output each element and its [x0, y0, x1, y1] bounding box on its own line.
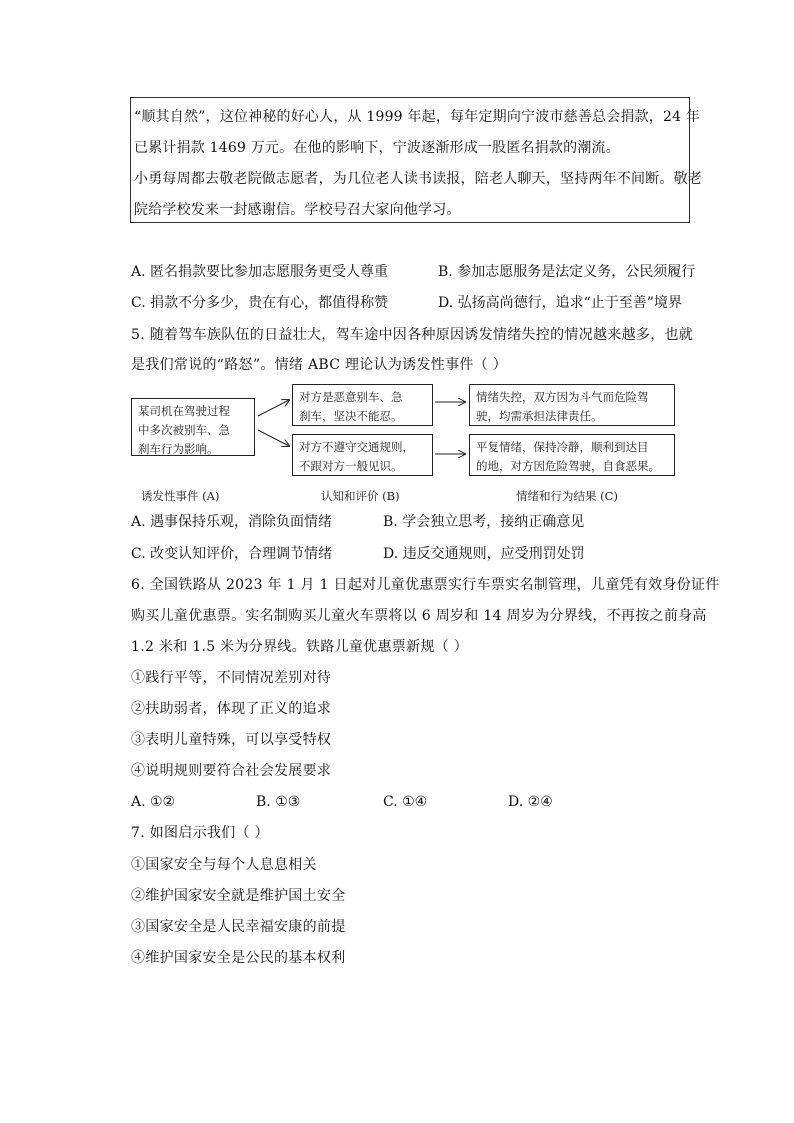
- q6-option-a: A. ①②: [131, 794, 176, 810]
- result-line: 情绪失控，双方因为斗气而危险驾: [476, 390, 649, 404]
- material-line: 小勇每周都去敬老院做志愿者，为几位老人读书读报，陪老人聊天，坚持两年不间断。敬老: [134, 171, 702, 187]
- q6-stem-line: 购买儿童优惠票。实名制购买儿童火车票将以 6 周岁和 14 周岁为分界线，不再按之前身高: [131, 608, 707, 624]
- q7-item: ②维护国家安全就是维护国土安全: [131, 888, 346, 904]
- material-line: 院给学校发来一封感谢信。学校号召大家向他学习。: [134, 202, 461, 218]
- q5-stem-line: 是我们常说的“路怒”。情绪 ABC 理论认为诱发性事件（ ）: [131, 357, 508, 373]
- result-line: 驶，均需承担法律责任。: [476, 409, 603, 423]
- cognition-box-2: [292, 434, 433, 476]
- event-line: 刹车行为影响。: [138, 442, 219, 456]
- cognition-line: 对方是恶意别车、急: [299, 390, 403, 404]
- q5-option-b: B. 学会独立思考，接纳正确意见: [383, 514, 585, 530]
- q4-option-b: B. 参加志愿服务是法定义务，公民须履行: [438, 264, 696, 280]
- q6-item: ①践行平等，不同情况差别对待: [131, 670, 332, 686]
- cognition-line: 对方不遵守交通规则，: [299, 440, 414, 454]
- abc-theory-diagram: [131, 382, 679, 506]
- q5-option-c: C. 改变认知评价，合理调节情绪: [131, 546, 333, 562]
- q4-option-a: A. 匿名捐款要比参加志愿服务更受人尊重: [131, 264, 389, 280]
- q5-stem-line: 5. 随着驾车族队伍的日益壮大，驾车途中因各种原因诱发情绪失控的情况越来越多，也就: [131, 327, 694, 343]
- q6-item: ②扶助弱者，体现了正义的追求: [131, 701, 332, 717]
- cognition-box-1: [292, 384, 433, 426]
- label-b: 认知和评价 (B): [321, 489, 400, 503]
- q5-option-d: D. 违反交通规则，应受刑罚处罚: [383, 546, 585, 562]
- result-line: 平复情绪，保持冷静，顺利到达目: [476, 440, 649, 454]
- q4-option-c: C. 捐款不分多少，贵在有心，都值得称赞: [131, 295, 389, 311]
- q7-item: ④维护国家安全是公民的基本权利: [131, 950, 346, 966]
- q4-option-d: D. 弘扬高尚德行，追求“止于至善”境界: [438, 295, 682, 311]
- result-line: 的地，对方因危险驾驶，自食恶果。: [476, 459, 660, 473]
- material-box: [130, 97, 702, 223]
- material-line: 已累计捐款 1469 万元。在他的影响下，宁波逐渐形成一股匿名捐款的潮流。: [134, 140, 620, 156]
- q7-item: ①国家安全与每个人息息相关: [131, 857, 317, 873]
- result-box-2: [469, 434, 675, 476]
- cognition-line: 刹车，坚决不能忍。: [299, 409, 403, 423]
- label-c: 情绪和行为结果 (C): [516, 489, 618, 503]
- result-box-1: [469, 384, 675, 426]
- q6-item: ③表明儿童特殊，可以享受特权: [131, 732, 332, 748]
- q5-option-a: A. 遇事保持乐观，消除负面情绪: [131, 514, 333, 530]
- q6-stem-line: 1.2 米和 1.5 米为分界线。铁路儿童优惠票新规（ ）: [131, 639, 469, 655]
- q6-stem-line: 6. 全国铁路从 2023 年 1 月 1 日起对儿童优惠票实行车票实名制管理，儿童凭有效身份证件: [131, 577, 720, 593]
- q6-option-c: C. ①④: [383, 794, 428, 810]
- label-a: 诱发性事件 (A): [141, 489, 220, 503]
- event-line: 中多次被别车、急: [138, 423, 230, 437]
- event-line: 某司机在驾驶过程: [138, 404, 230, 418]
- q6-option-b: B. ①③: [256, 794, 301, 810]
- q7-item: ③国家安全是人民幸福安康的前提: [131, 919, 346, 935]
- q7-stem: 7. 如图启示我们（ ）: [131, 825, 269, 841]
- cognition-line: 不跟对方一般见识。: [299, 459, 403, 473]
- material-line: “顺其自然”，这位神秘的好心人，从 1999 年起，每年定期向宁波市慈善总会捐款，24 年: [134, 109, 701, 125]
- q6-item: ④说明规则要符合社会发展要求: [131, 763, 332, 779]
- arrow-a-to-b1: [258, 400, 289, 416]
- arrow-a-to-b2: [258, 430, 289, 446]
- q6-option-d: D. ②④: [508, 794, 553, 810]
- event-box: [131, 398, 255, 456]
